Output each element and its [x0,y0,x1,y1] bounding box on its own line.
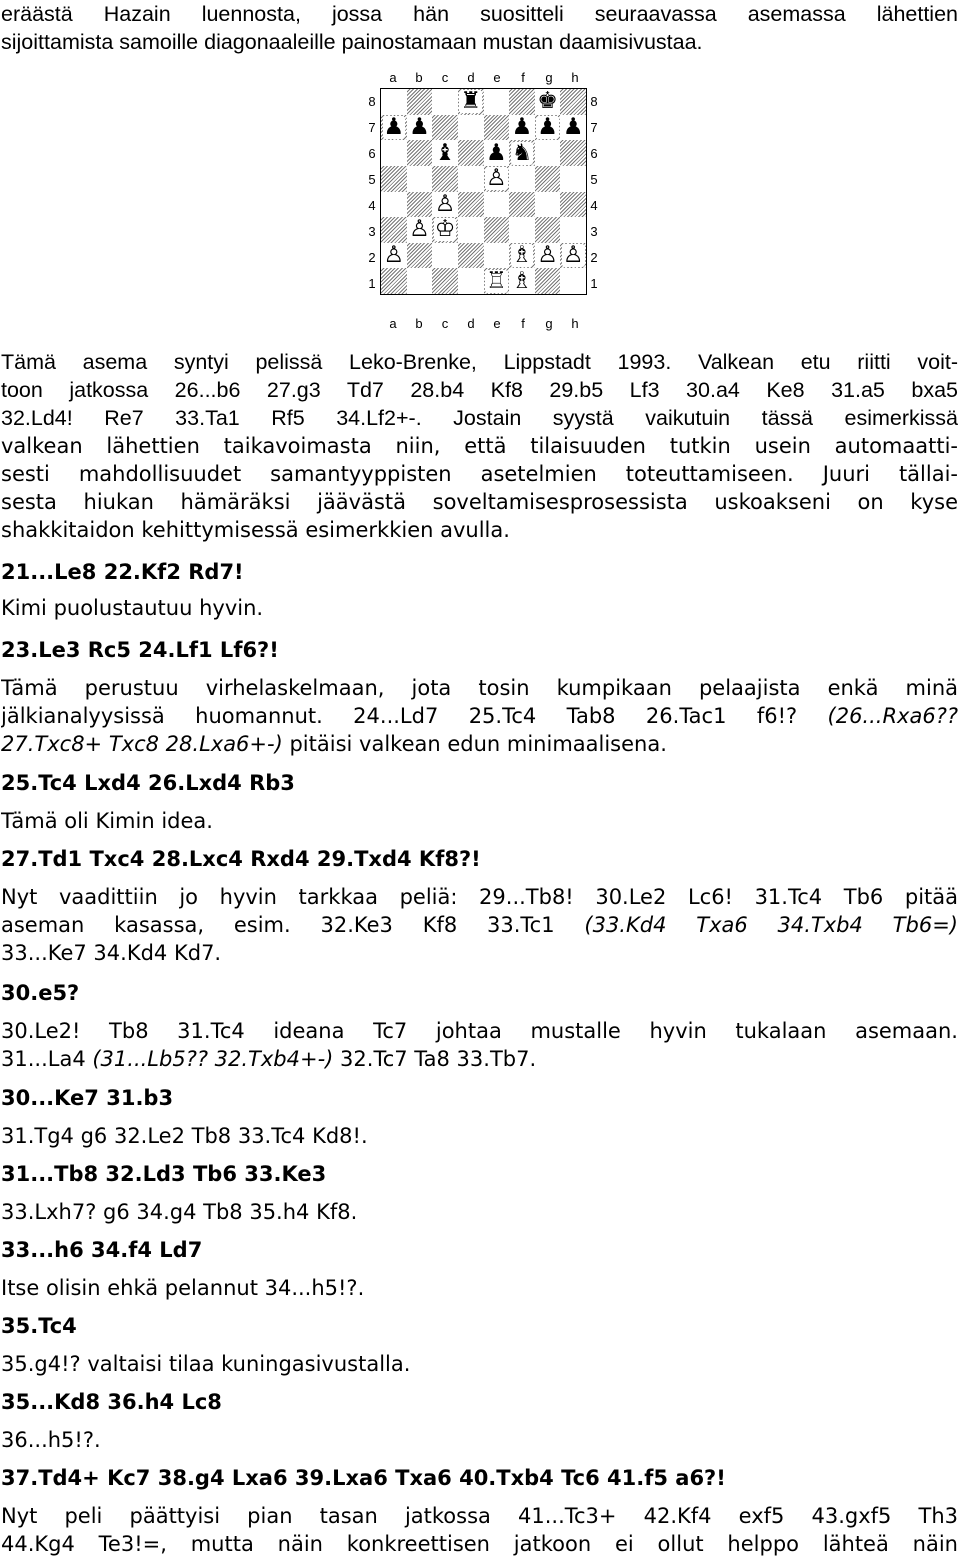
file-label: b [415,316,423,331]
chess-piece: ♞ [511,139,533,166]
body-line: jälkianalyysissä huomannut. 24...Ld7 25.Tc4 Tab8 26.Tac1 f6!? (26...Rxa6?? [1,704,958,728]
file-label: f [521,316,525,331]
file-label: d [467,70,475,85]
file-label: h [571,316,579,331]
board-square [560,115,586,141]
board-square [484,243,510,269]
board-square [509,115,535,141]
file-label: g [545,316,553,331]
board-square [560,192,586,218]
board-square [509,268,535,294]
board-square [535,268,561,294]
body-line: sesti mahdollisuudet samantyyppisten asetelmien toteuttamiseen. Juuri tällai- [1,462,958,486]
body-line: Tämä perustuu virhelaskelmaan, jota tosin kumpikaan pelaajista enkä minä [1,676,958,700]
board-square [381,166,407,192]
rank-label: 5 [590,171,598,187]
board-square [535,140,561,166]
chess-board [380,88,587,295]
move-heading: 21...Le8 22.Kf2 Rd7! [1,560,244,584]
board-square [560,140,586,166]
move-heading: 37.Td4+ Kc7 38.g4 Lxa6 39.Lxa6 Txa6 40.Txb4 Tc6 41.f5 a6?! [1,1466,726,1490]
body-line: valkean lähettien taikavoimasta niin, että tilaisuuden tutkin usein automaatti- [1,434,958,458]
file-labels-top [380,70,588,85]
file-label: c [441,316,449,331]
file-label: b [415,70,423,85]
file-label: a [389,316,397,331]
board-square [484,140,510,166]
board-square [432,89,458,115]
body-line: 33.Lxh7? g6 34.g4 Tb8 35.h4 Kf8. [1,1200,358,1224]
file-label: h [571,70,579,85]
body-line: Nyt vaadittiin jo hyvin tarkkaa peliä: 29...Tb8! 30.Le2 Lc6! 31.Tc4 Tb6 pitää [1,885,958,909]
rank-label: 4 [368,197,376,213]
rank-label: 3 [368,223,376,239]
board-square [560,268,586,294]
board-square [560,217,586,243]
chess-piece: ♙ [434,190,456,217]
board-square [509,140,535,166]
board-square [432,217,458,243]
chess-piece: ♚ [537,88,558,115]
body-line: 31...La4 (31...Lb5?? 32.Txb4+-) 32.Tc7 Ta8 33.Tb7. [1,1047,537,1071]
board-square [407,217,433,243]
board-square [407,268,433,294]
file-label: d [467,316,475,331]
file-label: e [493,70,501,85]
board-square [381,217,407,243]
rank-label: 2 [368,249,376,265]
chess-piece: ♔ [434,216,456,243]
chess-piece: ♟ [486,139,507,166]
board-square [484,166,510,192]
file-labels-bottom [380,316,588,331]
move-heading: 30.e5? [1,981,80,1005]
rank-label: 8 [368,93,376,109]
body-line: Tämä asema syntyi pelissä Leko-Brenke, Lippstadt 1993. Valkean etu riitti voit- [1,350,958,374]
board-square [407,243,433,269]
board-square [535,89,561,115]
board-square [535,192,561,218]
body-line: toon jatkossa 26...b6 27.g3 Td7 28.b4 Kf8 29.b5 Lf3 30.a4 Ke8 31.a5 bxa5 [1,378,958,402]
body-line: aseman kasassa, esim. 32.Ke3 Kf8 33.Tc1 (33.Kd4 Txa6 34.Txb4 Tb6=) [1,913,958,937]
move-heading: 23.Le3 Rc5 24.Lf1 Lf6?! [1,638,279,662]
board-square [458,268,484,294]
chess-diagram [366,70,598,334]
board-square [458,140,484,166]
move-heading: 31...Tb8 32.Ld3 Tb6 33.Ke3 [1,1162,327,1186]
rank-label: 7 [368,119,376,135]
board-square [535,115,561,141]
board-square [407,140,433,166]
board-square [407,166,433,192]
chess-piece: ♟ [562,113,584,140]
chess-piece: ♟ [409,113,430,140]
file-label: f [521,70,525,85]
rank-label: 4 [590,197,598,213]
body-line: 33...Ke7 34.Kd4 Kd7. [1,941,222,965]
chess-piece: ♖ [486,267,507,294]
chess-piece: ♙ [409,216,430,243]
board-square [535,217,561,243]
chess-piece: ♙ [537,242,558,269]
move-heading: 27.Td1 Txc4 28.Lxc4 Rxd4 29.Txd4 Kf8?! [1,847,481,871]
body-line: Tämä oli Kimin idea. [1,809,213,833]
rank-labels-left [366,88,378,296]
board-square [407,115,433,141]
chess-piece: ♙ [562,242,584,269]
body-line: Itse olisin ehkä pelannut 34...h5!?. [1,1276,365,1300]
board-square [509,166,535,192]
board-square [458,217,484,243]
rank-label: 1 [368,275,376,291]
rank-label: 6 [590,145,598,161]
body-line: 31.Tg4 g6 32.Le2 Tb8 33.Tc4 Kd8!. [1,1124,368,1148]
board-square [484,89,510,115]
board-square [432,192,458,218]
board-square [560,89,586,115]
move-heading: 30...Ke7 31.b3 [1,1086,174,1110]
body-line: 32.Ld4! Re7 33.Ta1 Rf5 34.Lf2+-. Jostain syystä vaikutuin tässä esimerkissä [1,406,958,430]
board-square [509,192,535,218]
board-square [560,243,586,269]
body-line: Nyt peli päättyisi pian tasan jatkossa 41...Tc3+ 42.Kf4 exf5 43.gxf5 Th3 [1,1504,958,1528]
body-line: 27.Txc8+ Txc8 28.Lxa6+-) pitäisi valkean edun minimaalisena. [1,732,667,756]
body-line: 36...h5!?. [1,1428,101,1452]
board-square [484,192,510,218]
body-line: 30.Le2! Tb8 31.Tc4 ideana Tc7 johtaa mustalle hyvin tukalaan asemaan. [1,1019,958,1043]
board-square [381,115,407,141]
board-square [432,166,458,192]
board-square [458,115,484,141]
chess-piece: ♗ [511,242,533,269]
board-square [560,166,586,192]
board-square [509,89,535,115]
board-square [509,217,535,243]
file-label: e [493,316,501,331]
intro-line-1: eräästä Hazain luennosta, jossa hän suositteli seuraavassa asemassa lähettien [1,2,958,26]
file-label: c [441,70,449,85]
board-square [535,243,561,269]
board-square [458,243,484,269]
body-line: 35.g4!? valtaisi tilaa kuningasivustalla. [1,1352,411,1376]
rank-label: 5 [368,171,376,187]
board-square [484,217,510,243]
rank-label: 2 [590,249,598,265]
rank-label: 8 [590,93,598,109]
board-square [381,140,407,166]
rank-label: 7 [590,119,598,135]
chess-piece: ♙ [486,165,507,192]
board-square [381,243,407,269]
body-line: sesta hiukan hämäräksi jäävästä soveltamisesprosessista uskoakseni on kyse [1,490,958,514]
board-square [484,115,510,141]
rank-label: 1 [590,275,598,291]
board-square [432,140,458,166]
chess-piece: ♟ [511,113,533,140]
move-heading: 25.Tc4 Lxd4 26.Lxd4 Rb3 [1,771,295,795]
board-square [381,192,407,218]
file-label: g [545,70,553,85]
body-line: shakkitaidon kehittymisessä esimerkkien avulla. [1,518,510,542]
move-heading: 33...h6 34.f4 Ld7 [1,1238,203,1262]
chess-piece: ♟ [537,113,558,140]
board-square [432,268,458,294]
chess-piece: ♟ [383,113,405,140]
chess-piece: ♝ [434,139,456,166]
rank-label: 6 [368,145,376,161]
board-square [458,89,484,115]
chess-piece: ♜ [460,88,481,115]
chess-piece: ♗ [511,267,533,294]
move-heading: 35...Kd8 36.h4 Lc8 [1,1390,222,1414]
board-square [432,115,458,141]
rank-labels-right [588,88,600,296]
rank-label: 3 [590,223,598,239]
board-square [509,243,535,269]
board-square [432,243,458,269]
intro-line-2: sijoittamista samoille diagonaaleille painostamaan mustan daamisivustaa. [1,30,703,54]
board-square [458,166,484,192]
board-square [381,89,407,115]
chess-piece: ♙ [383,242,405,269]
board-square [535,166,561,192]
board-square [381,268,407,294]
board-square [407,89,433,115]
board-square [407,192,433,218]
file-label: a [389,70,397,85]
move-heading: 35.Tc4 [1,1314,77,1338]
body-line: 44.Kg4 Te3!=, mutta näin konkreettisen jatkoon ei ollut helppo lähteä näin [1,1532,958,1556]
body-line: Kimi puolustautuu hyvin. [1,596,264,620]
board-square [458,192,484,218]
board-square [484,268,510,294]
